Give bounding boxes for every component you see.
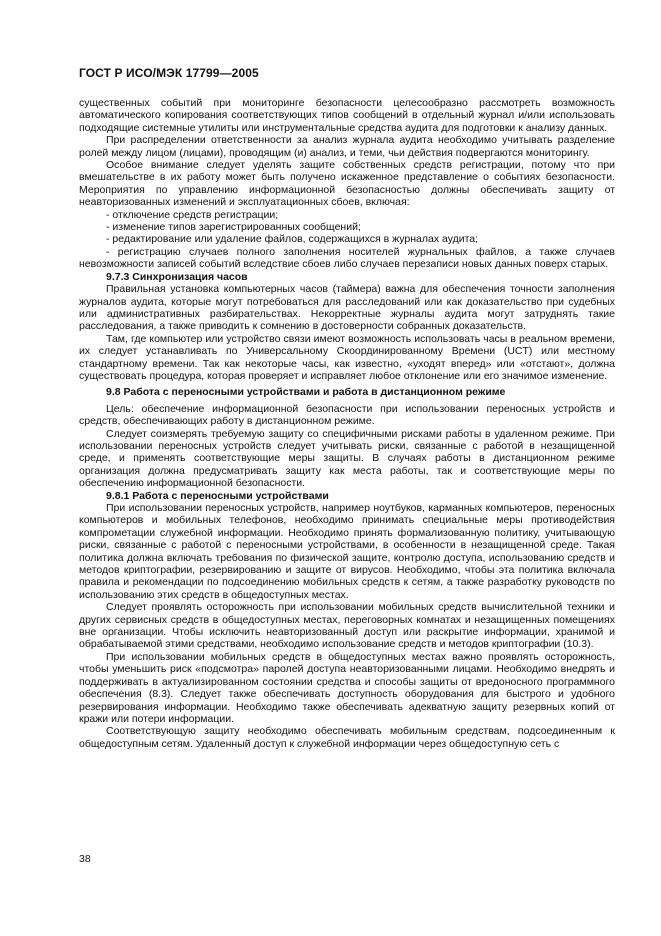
list-item: - регистрацию случаев полного заполнения носителей журнальных файлов, а также случаев невозможности записей событий вследствие сбоев либо случаев перезаписи новых данных поверх старых. [79,245,615,271]
paragraph-goal: Цель: обеспечение информационной безопасности при использовании переносных устройств и средств, обеспечивающих работу в дистанционном режиме. [79,402,615,428]
paragraph-remote-risks: Следует соизмерять требуемую защиту со специфичными рисками работы в удаленном режиме. При использовании переносных устройств следует учитывать риски, связанные с работой в незащищенной среде, и применять соответствующие меры защиты. В случаях работы в дистанционном режиме организация должна предусматривать защиту как места работы, так и соответствующие меры по обеспечению информационной безопасности. [79,427,615,490]
paragraph-portable-policy: При использовании переносных устройств, например ноутбуков, карманных компьютеров, переносных компьютеров и мобильных телефонов, необходимо принимать специальные меры противодействия компрометации служебной информации. Необходимо принять формализованную политику, учитывающую риски, связанные с работой с переносными устройствами, в особенности в незащищенной среде. Такая политика должна включать требования по физической защите, контролю доступа, использованию средств и методов криптографии, резервированию и защите от вирусов. Необходимо, чтобы эта политика включала правила и рекомендации по подсоединению мобильных средств к сетям, а также разработку руководств по использованию этих средств в общедоступных местах. [79,502,615,601]
paragraph-clock-importance: Правильная установка компьютерных часов (таймера) важна для обеспечения точности заполнения журналов аудита, которые могут потребоваться для расследований или как доказательство при судебных или административных разбирательствах. Некорректные журналы аудита могут затруднять такие расследования, а также приводить к сомнению в достоверности собранных доказательств. [79,283,615,333]
section-heading-9-8: 9.8 Работа с переносными устройствами и работа в дистанционном режиме [106,386,506,399]
paragraph-clock-uct: Там, где компьютер или устройство связи имеют возможность использовать часы в реальном времени, их следует устанавливать по Универсальному Скоординированному Времени (UCT) или местному стандартному времени. Так как некоторые часы, как известно, «уходят вперед» или «отстают», должна существовать процедура, которая проверяет и исправляет любое отклонение или его значимое изменение. [79,332,615,382]
paragraph-logging-protection: Особое внимание следует уделять защите собственных средств регистрации, потому что при вмешательстве в их работу может быть получено искаженное представление о событиях безопасности. Мероприятия по управлению информационной безопасностью должны обеспечивать защиту от неавторизованных изменений и эксплуатационных сбоев, включая: [79,159,615,209]
list-item: - изменение типов зарегистрированных сообщений; [106,221,361,234]
section-heading-9-8-1: 9.8.1 Работа с переносными устройствами [106,489,329,502]
paragraph-passwords: При использовании мобильных средств в общедоступных местах важно проявлять осторожность, чтобы уменьшить риск «подсмотра» паролей доступа неавторизованными лицами. Необходимо внедрять и поддерживать в актуализированном состоянии средства и способы защиты от вредоносного программного обеспечения (8.3). Следует также обеспечивать доступность оборудования для быстрого и удобного резервирования информации. Необходимо также обеспечивать адекватную защиту резервных копий от кражи или потери информации. [79,650,615,725]
document-header: ГОСТ Р ИСО/МЭК 17799—2005 [79,66,259,80]
paragraph-public-networks: Соответствующую защиту необходимо обеспечивать мобильным средствам, подсоединенным к общедоступным сетям. Удаленный доступ к служебной информации через общедоступную сеть с [79,725,615,750]
page-number: 38 [79,853,91,865]
list-item: - отключение средств регистрации; [106,208,279,221]
paragraph-audit-copy: существенных событий при мониторинге безопасности целесообразно рассмотреть возможность автоматического копирования соответствующих типов сообщений в отдельный журнал и/или использовать подходящие системные утилиты или инструментальные средства аудита для подготовки к анализу данных. [79,97,615,134]
protection-list [79,209,615,271]
paragraph-public-places: Следует проявлять осторожность при использовании мобильных средств вычислительной техники и других сервисных средств в общедоступных местах, переговорных комнатах и незащищенных помещениях вне организации. Чтобы исключить неавторизованный доступ или раскрытие информации, хранимой и обрабатываемой этими средствами, необходимо использование средств и методов криптографии (10.3). [79,601,615,651]
section-heading-9-7-3: 9.7.3 Синхронизация часов [106,270,248,283]
page-body [79,97,615,750]
list-item: - редактирование или удаление файлов, содержащихся в журналах аудита; [106,233,479,246]
paragraph-responsibility: При распределении ответственности за анализ журнала аудита необходимо учитывать разделение ролей между лицом (лицами), проводящим (и) анализ, и теми, чьи действия подвергаются мониторингу. [79,134,615,159]
